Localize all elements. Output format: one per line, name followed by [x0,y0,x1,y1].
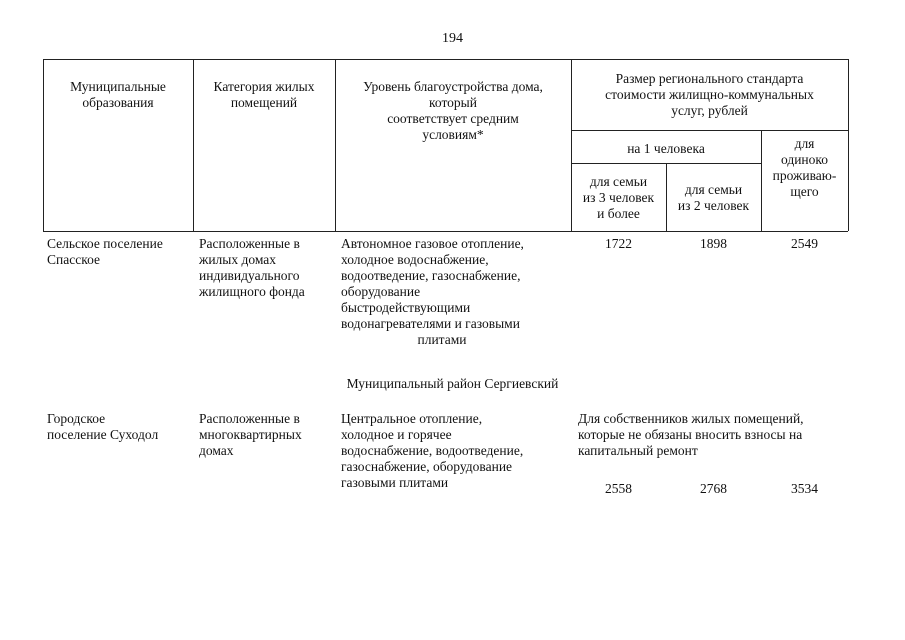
row-value-family-3: 2558 [605,481,632,496]
header-per-person: на 1 человека [627,141,705,156]
header-regional-standard: Размер регионального стандарта стоимости жилищно-коммунальных услуг, рублей [605,71,814,118]
header-category: Категория жилых помещений [213,79,315,110]
row-value-family-3: 1722 [605,236,632,251]
header-family-2: для семьи из 2 человек [677,182,750,213]
row-value-single: 2549 [791,236,818,251]
row-value-single: 3534 [791,481,818,496]
page-number: 194 [442,31,463,46]
header-municipality: Муниципальные образования [70,79,166,110]
row-category: Расположенные в жилых домах индивидуального жилищного фонда [199,236,305,299]
header-single-resident: для одиноко проживаю- щего [772,136,837,199]
header-comfort-level: Уровень благоустройства дома, который соответствует средним условиям* [363,79,543,142]
header-family-3: для семьи из 3 человек и более [582,174,655,221]
row-value-family-2: 1898 [700,236,727,251]
row-comfort-level: Центральное отопление, холодное и горячее водоснабжение, водоотведение, газоснабжение, оборудование газовыми плитами [341,411,524,490]
row-comfort-level: Автономное газовое отопление, холодное водоснабжение, водоотведение, газоснабжение, оборудование быстродействующими водонагревателями и газовыми плитами [341,236,524,347]
row-owner-note: Для собственников жилых помещений, которые не обязаны вносить взносы на капитальный ремонт [578,411,804,458]
district-heading: Муниципальный район Сергиевский [346,376,559,391]
row-municipality: Сельское поселение Спасское [47,236,163,267]
row-municipality: Городское поселение Суходол [47,411,159,442]
row-category: Расположенные в многоквартирных домах [199,411,302,458]
row-value-family-2: 2768 [700,481,727,496]
